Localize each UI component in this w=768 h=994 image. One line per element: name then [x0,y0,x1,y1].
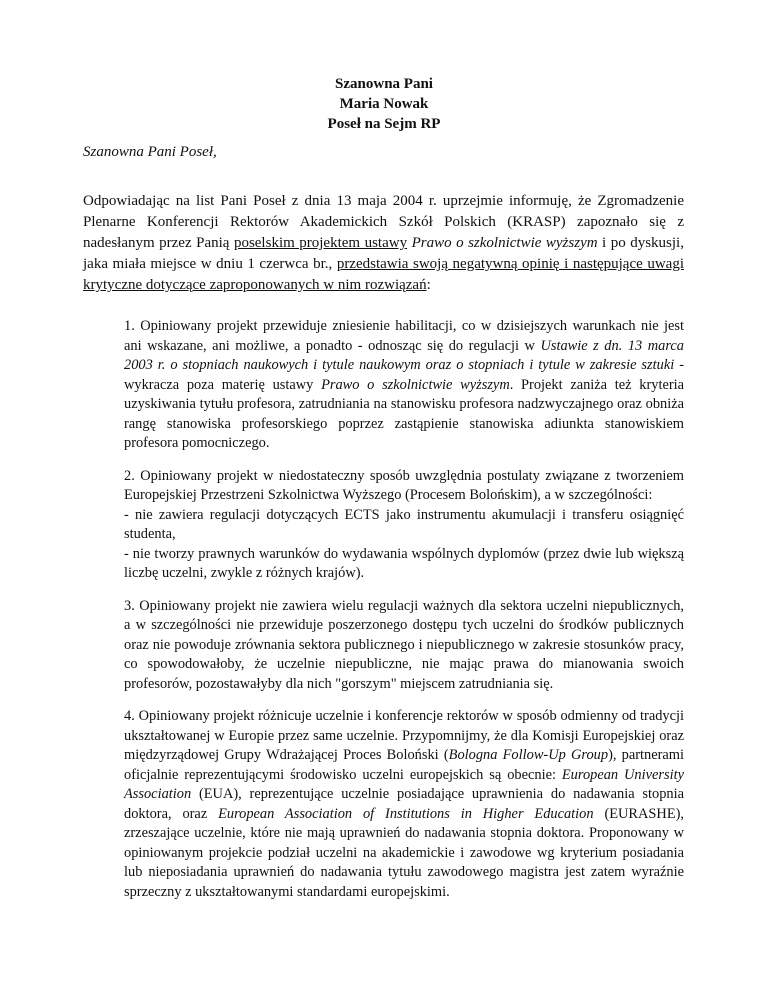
intro-text-1: Odpowiadając na list Pani Poseł z dnia 13 maja 2004 r. uprzejmie informuję, że Zgromadzenie Plenarne Konferencji Rektorów Akademickich Szkół Polskich (KRASP) zapoznało się z nadesłanym przez Panią [83,193,684,251]
remark-1-text-b: - wykracza poza materię ustawy [124,357,684,393]
addressee-block [0,74,768,134]
remark-4-text-c: (EUA), reprezentujące uczelnie posiadające uprawnienia do nadawania stopnia doktora, oraz [124,786,684,822]
remark-1-text-c: . Projekt zaniża też kryteria uzyskiwania tytułu profesora, zatrudniania na stanowisku profesora nadzwyczajnego oraz obniża rangę stanowiska profesorskiego poprzez zastąpienie stanowiska adiunkta stanowiskiem profesora pomocniczego. [124,376,685,451]
remark-1-italic-2: Prawo o szkolnictwie wyższym [321,376,510,393]
salutation: Szanowna Pani Poseł, [83,144,217,160]
remark-4 [124,707,684,902]
addressee-name: Maria Nowak [339,96,429,112]
remark-1-text-a: 1. Opiniowany projekt przewiduje zniesienie habilitacji, co w dzisiejszych warunkach nie jest ani wskazane, ani możliwe, a ponadto - odnosząc się do regulacji w [124,318,684,354]
remark-4-italic-1: Bologna Follow-Up Group [448,747,609,763]
intro-paragraph [83,191,684,296]
remark-2-line-1: 2. Opiniowany projekt w niedostateczny sposób uwzględnia postulaty związane z tworzeniem Europejskiej Przestrzeni Szkolnictwa Wyższego (Procesem Bolońskim), a w szczególności: [124,467,684,503]
intro-italic-title: Prawo o szkolnictwie wyższym [411,235,598,251]
remark-4-italic-3: European Association of Institutions in Higher Education [218,805,594,822]
addressee-position: Poseł na Sejm RP [327,116,441,132]
remark-2-line-3: - nie tworzy prawnych warunków do wydawania wspólnych dyplomów (przez dwie lub większą liczbę uczelni, zwykle z różnych krajów). [124,545,684,581]
intro-text-4: : [426,277,431,293]
intro-underlined-1: poselskim projektem ustawy [233,235,408,251]
remark-4-text-d: (EURASHE), zrzeszające uczelnie, które nie mają uprawnień do nadawania stopnia doktora. Proponowany w opiniowanym projekcie podział uczelni na akademickie i zawodowe wg kryterium posiadania lub nieposiadania uprawnień do nadawania tytułu zawodowego magistra jest zatem wyraźnie sprzeczny z ukształtowanymi standardami europejskimi. [124,805,685,900]
remark-3: 3. Opiniowany projekt nie zawiera wielu regulacji ważnych dla sektora uczelni niepublicznych, a w szczególności nie przewiduje poszerzonego dostępu tych uczelni do środków publicznych oraz nie powoduje zrównania sektora publicznego i niepublicznego w zakresie stosunków pracy, co spowodowałoby, że uczelnie niepubliczne, nie mając prawa do mianowania swoich profesorów, pozostawałyby dla nich "gorszym" miejscem zatrudniania się. [124,597,684,692]
remark-2-line-2: - nie zawiera regulacji dotyczących ECTS jako instrumentu akumulacji i transferu osiągnięć studenta, [124,506,684,542]
intro-underlined-2: przedstawia swoją negatywną opinię i następujące uwagi krytyczne dotyczące zaproponowanych w nim rozwiązań [83,256,684,293]
remark-1 [124,317,684,454]
remark-1-italic-1: Ustawie z dn. 13 marca 2003 r. o stopniach naukowych i tytule naukowym oraz o stopniach i tytule w zakresie sztuki [124,337,684,373]
remarks-list [124,317,684,915]
intro-text-3: i po dyskusji, jaka miała miejsce w dniu 1 czerwca br., [83,235,684,272]
remark-4-text-a: 4. Opiniowany projekt różnicuje uczelnie i konferencje rektorów w sposób odmienny od tradycji ukształtowanej w Europie przez same uczelnie. Przypomnijmy, że dla Komisji Europejskiej oraz międzyrządowej Grupy Wdrażającej Proces Boloński ( [124,708,684,763]
remark-2 [124,467,684,584]
remark-4-italic-2: European University Association [124,766,684,802]
remark-4-text-b: ), partnerami oficjalnie reprezentującymi środowisko uczelni europejskich są obecnie: [124,747,684,783]
addressee-title: Szanowna Pani [335,76,433,92]
